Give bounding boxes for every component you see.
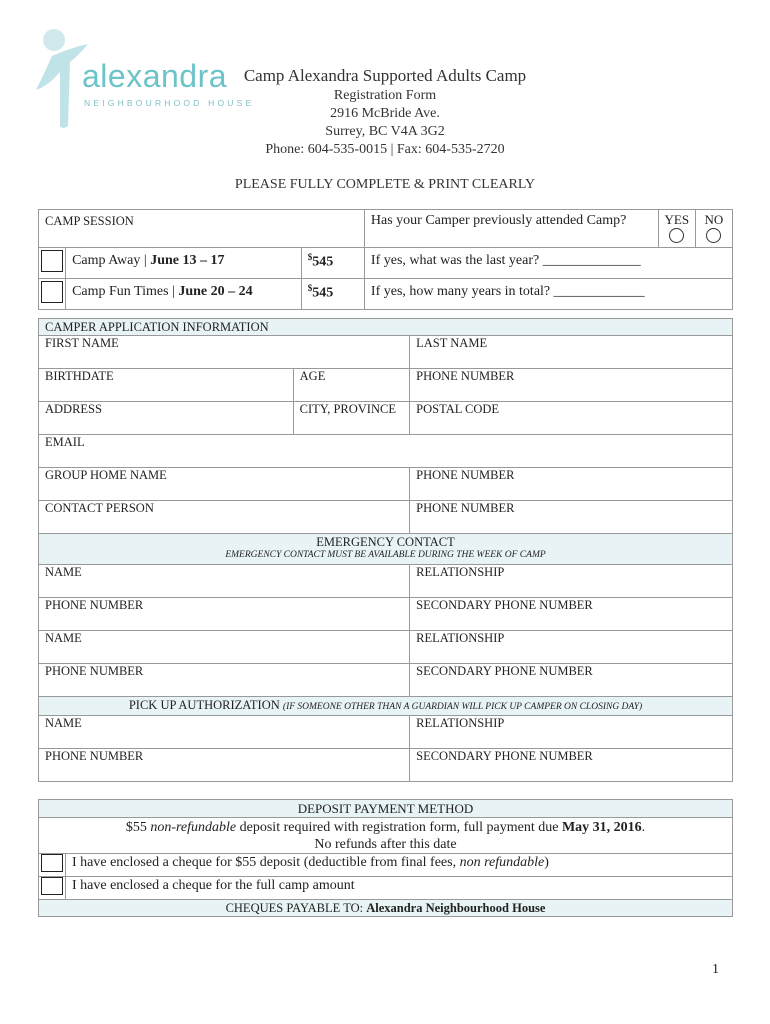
emergency1-name-field[interactable]: NAME (39, 565, 410, 598)
camper-section-title: CAMPER APPLICATION INFORMATION (39, 319, 733, 336)
deposit-title: DEPOSIT PAYMENT METHOD (39, 800, 733, 818)
deposit-option1-checkbox[interactable] (41, 854, 63, 872)
no-label: NO (704, 212, 724, 227)
pickup-header (39, 697, 733, 716)
print-instruction: PLEASE FULLY COMPLETE & PRINT CLEARLY (234, 177, 536, 192)
camp1-price-symbol: $ (307, 252, 313, 262)
emergency2-name-field[interactable]: NAME (39, 631, 410, 664)
camp1-label (66, 248, 302, 279)
cheques-payable-name: Alexandra Neighbourhood House (366, 901, 546, 915)
camp2-checkbox[interactable] (41, 281, 63, 303)
last-year-field[interactable]: If yes, what was the last year? ______________ (364, 248, 732, 279)
emergency-note: EMERGENCY CONTACT MUST BE AVAILABLE DURING THE WEEK OF CAMP (225, 550, 546, 560)
deposit-option1-close: ) (544, 855, 549, 870)
attended-question (364, 210, 658, 248)
contact-phone-field[interactable]: PHONE NUMBER (410, 501, 733, 534)
page-number: 1 (712, 962, 719, 977)
camper-info-table (38, 318, 733, 782)
camp2-price (301, 279, 364, 310)
logo (30, 26, 255, 136)
cheques-payable-label: CHEQUES PAYABLE TO: (225, 901, 367, 915)
pickup-note: (IF SOMEONE OTHER THAN A GUARDIAN WILL PICK UP CAMPER ON CLOSING DAY) (282, 702, 643, 712)
form-title: Camp Alexandra Supported Adults Camp (243, 66, 527, 85)
emergency-title: EMERGENCY CONTACT (316, 535, 455, 549)
camp2-price-value: 545 (312, 285, 334, 301)
camper-phone-field[interactable]: PHONE NUMBER (410, 369, 733, 402)
camp-session-label: CAMP SESSION (39, 210, 365, 248)
contact-person-field[interactable]: CONTACT PERSON (39, 501, 410, 534)
form-subtitle: Registration Form (333, 88, 437, 103)
yes-cell (658, 210, 695, 248)
deposit-option1-text: I have enclosed a cheque for $55 deposit (deductible from final fees, (72, 855, 460, 870)
age-field[interactable]: AGE (293, 369, 409, 402)
emergency2-secondary-phone-field[interactable]: SECONDARY PHONE NUMBER (410, 664, 733, 697)
camp1-checkbox[interactable] (41, 250, 63, 272)
attended-question-text: Has your Camper previously attended Camp? (370, 213, 627, 228)
deposit-text: deposit required with registration form, full payment due (236, 820, 562, 835)
emergency2-relationship-field[interactable]: RELATIONSHIP (410, 631, 733, 664)
group-home-phone-field[interactable]: PHONE NUMBER (410, 468, 733, 501)
no-cell (695, 210, 732, 248)
deposit-option1-italic: non refundable (459, 855, 545, 870)
camp2-name: Camp Fun Times | (72, 284, 179, 299)
camp1-name: Camp Away | (72, 253, 151, 268)
emergency1-secondary-phone-field[interactable]: SECONDARY PHONE NUMBER (410, 598, 733, 631)
group-home-field[interactable]: GROUP HOME NAME (39, 468, 410, 501)
address-field[interactable]: ADDRESS (39, 402, 294, 435)
pickup-phone-field[interactable]: PHONE NUMBER (39, 749, 410, 782)
deposit-table (38, 799, 733, 917)
pickup-title: PICK UP AUTHORIZATION (128, 698, 280, 712)
camp1-dates: June 13 – 17 (150, 253, 225, 268)
phone-line: Phone: 604-535-0015 | Fax: 604-535-2720 (265, 142, 505, 157)
email-field[interactable]: EMAIL (39, 435, 733, 468)
deposit-option2-checkbox[interactable] (41, 877, 63, 895)
emergency-header (39, 534, 733, 565)
emergency1-phone-field[interactable]: PHONE NUMBER (39, 598, 410, 631)
no-radio[interactable] (706, 228, 721, 243)
camp2-price-symbol: $ (307, 283, 313, 293)
logo-subtitle: NEIGHBOURHOOD HOUSE (84, 98, 255, 108)
camp2-dates: June 20 – 24 (178, 284, 253, 299)
camp-session-table (38, 209, 733, 310)
camp2-label (66, 279, 302, 310)
camp2-checkbox-cell (39, 279, 66, 310)
deposit-amount: $55 (125, 820, 151, 835)
deposit-terms (39, 818, 733, 854)
postal-code-field[interactable]: POSTAL CODE (410, 402, 733, 435)
logo-name: alexandra (82, 58, 228, 94)
deposit-non-refundable: non-refundable (150, 820, 237, 835)
address-line2: Surrey, BC V4A 3G2 (325, 124, 445, 139)
yes-label: YES (664, 212, 690, 227)
years-total-field[interactable]: If yes, how many years in total? _____________ (364, 279, 732, 310)
last-name-field[interactable]: LAST NAME (410, 336, 733, 369)
camp1-price (301, 248, 364, 279)
pickup-relationship-field[interactable]: RELATIONSHIP (410, 716, 733, 749)
address-line1: 2916 McBride Ave. (330, 106, 440, 121)
deposit-option2-label: I have enclosed a cheque for the full camp amount (66, 877, 733, 900)
deposit-terms-line1 (45, 819, 726, 836)
deposit-period: . (641, 820, 646, 835)
pickup-name-field[interactable]: NAME (39, 716, 410, 749)
yes-radio[interactable] (669, 228, 684, 243)
deposit-terms-line2: No refunds after this date (314, 837, 457, 852)
birthdate-field[interactable]: BIRTHDATE (39, 369, 294, 402)
emergency2-phone-field[interactable]: PHONE NUMBER (39, 664, 410, 697)
emergency1-relationship-field[interactable]: RELATIONSHIP (410, 565, 733, 598)
first-name-field[interactable]: FIRST NAME (39, 336, 410, 369)
city-field[interactable]: CITY, PROVINCE (293, 402, 409, 435)
camp1-checkbox-cell (39, 248, 66, 279)
deposit-option1-checkbox-cell (39, 854, 66, 877)
deposit-due-date: May 31, 2016 (561, 820, 642, 835)
deposit-option2-checkbox-cell (39, 877, 66, 900)
pickup-secondary-phone-field[interactable]: SECONDARY PHONE NUMBER (410, 749, 733, 782)
cheques-payable (39, 900, 733, 917)
deposit-option1-label (66, 854, 733, 877)
camp1-price-value: 545 (312, 254, 334, 270)
